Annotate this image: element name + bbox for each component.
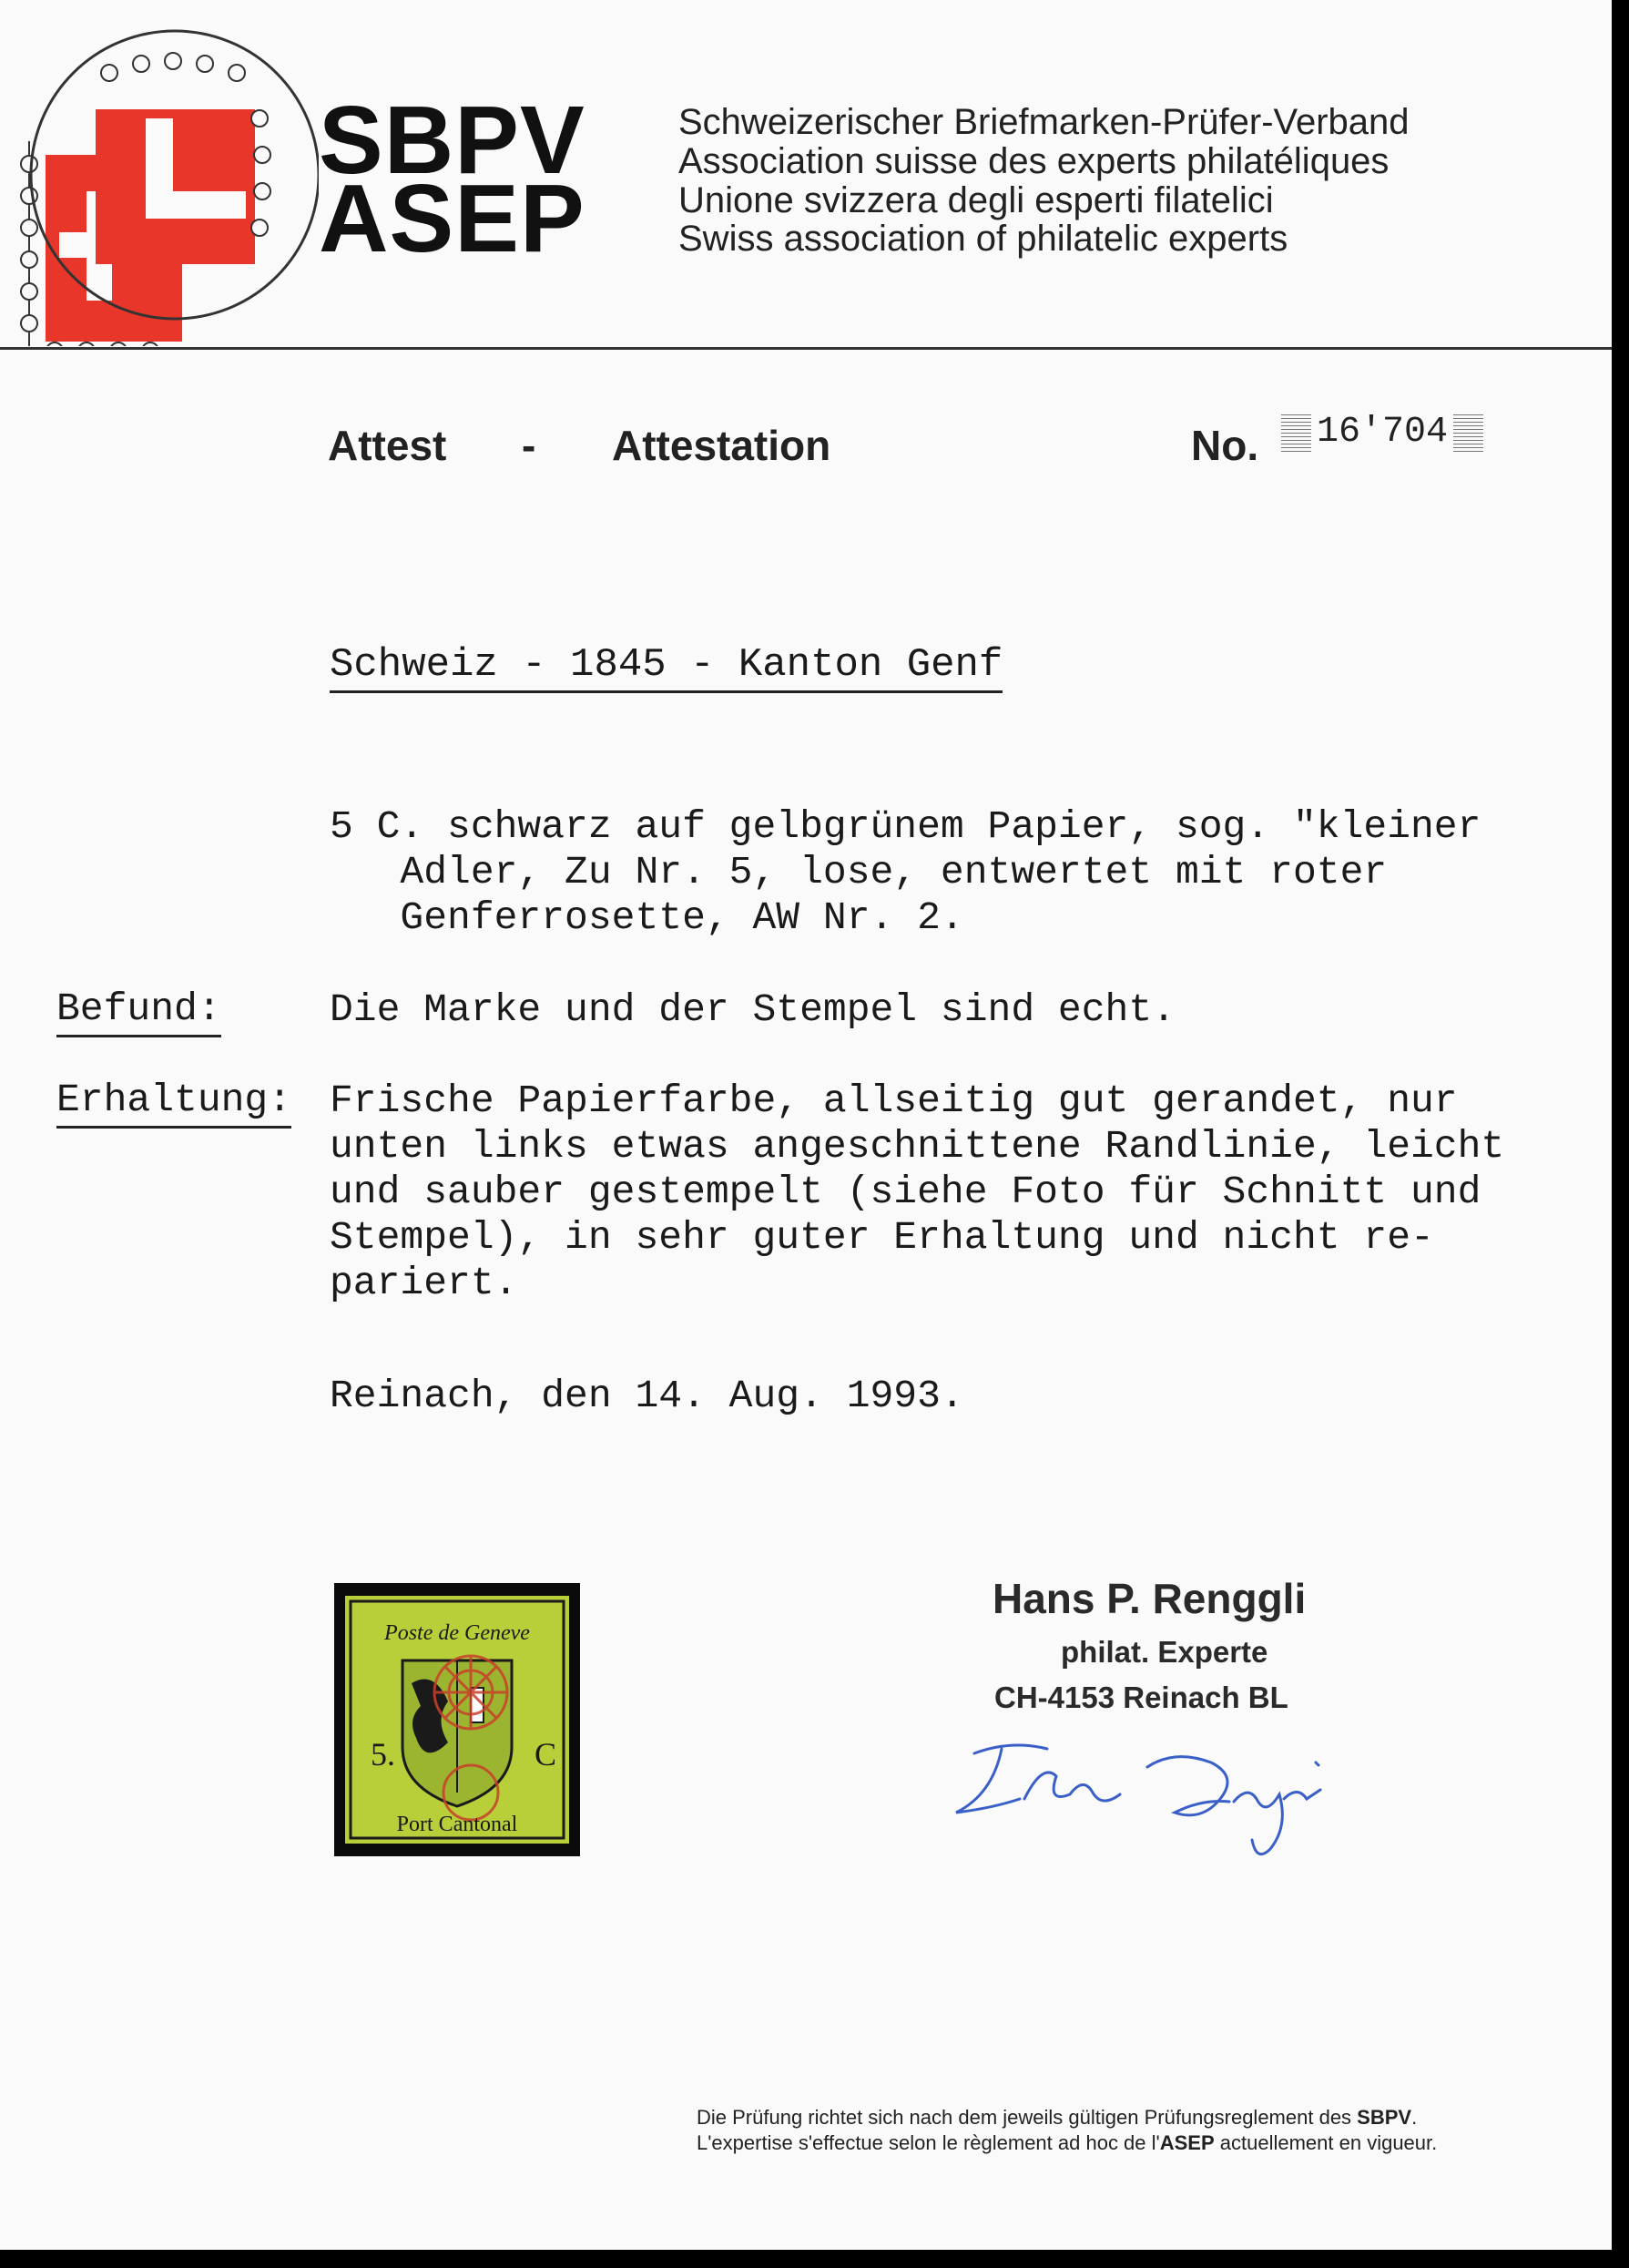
expert-title: philat. Experte <box>1061 1635 1268 1669</box>
stamp-value-right: C <box>535 1736 557 1773</box>
befund-text: Die Marke und der Stempel sind echt. <box>330 987 1176 1032</box>
expert-name: Hans P. Renggli <box>993 1575 1307 1622</box>
certificate-number-label: No. <box>1191 422 1259 469</box>
handwritten-signature <box>938 1712 1348 1867</box>
geneva-stamp-image <box>334 1583 580 1856</box>
association-name-de: Schweizerischer Briefmarken-Prüfer-Verband <box>678 102 1410 142</box>
stamp-heading: Schweiz - 1845 - Kanton Genf <box>330 639 1003 693</box>
description-line-3: Genferrosette, AW Nr. 2. <box>330 895 964 940</box>
footer-fr-asep: ASEP <box>1159 2131 1215 2154</box>
brand-asep: ASEP <box>319 165 585 272</box>
erhaltung-line-5: pariert. <box>330 1261 518 1305</box>
erhaltung-line-3: und sauber gestempelt (siehe Foto für Schnitt und <box>330 1170 1481 1214</box>
erhaltung-line-1: Frische Papierfarbe, allseitig gut gerandet, nur <box>330 1078 1458 1123</box>
association-name-it: Unione svizzera degli esperti filatelici <box>678 180 1274 220</box>
title-dash: - <box>522 422 536 469</box>
footer-line-fr <box>697 2131 1437 2155</box>
title-attestation: Attestation <box>612 422 831 469</box>
footer-de-sbpv: SBPV <box>1357 2106 1412 2129</box>
stamp-top-text: Poste de Geneve <box>384 1621 530 1645</box>
description-line-2: Adler, Zu Nr. 5, lose, entwertet mit roter <box>330 850 1388 894</box>
footer-fr-end: actuellement en vigueur. <box>1214 2131 1438 2154</box>
certificate-number-box <box>1281 412 1483 454</box>
footer-fr-text: L'expertise s'effectue selon le règlement ad hoc de l' <box>697 2131 1160 2154</box>
footer-de-end: . <box>1411 2106 1418 2129</box>
association-name-fr: Association suisse des experts philatéliques <box>678 141 1390 181</box>
description-line-1: 5 C. schwarz auf gelbgrünem Papier, sog. "kleiner <box>330 804 1481 849</box>
brand-sbpv: SBPV <box>319 87 585 194</box>
erhaltung-line-4: Stempel), in sehr guter Erhaltung und nicht re- <box>330 1215 1434 1260</box>
sbpv-logo-icon <box>9 18 319 346</box>
befund-label: Befund: <box>56 984 221 1037</box>
stamp-bottom-text: Port Cantonal <box>396 1813 518 1836</box>
footer-line-de <box>697 2106 1417 2130</box>
erhaltung-line-2: unten links etwas angeschnittene Randlinie, leicht <box>330 1124 1505 1169</box>
association-name-en: Swiss association of philatelic experts <box>678 219 1288 259</box>
stamp-photo <box>334 1583 580 1856</box>
title-attest: Attest <box>328 422 447 469</box>
certificate-number: 16'704 <box>1311 412 1453 453</box>
expert-address: CH-4153 Reinach BL <box>994 1681 1288 1714</box>
stamp-value-left: 5. <box>371 1736 395 1773</box>
footer-de-text: Die Prüfung richtet sich nach dem jeweils gültigen Prüfungsreglement des <box>697 2106 1358 2129</box>
place-date: Reinach, den 14. Aug. 1993. <box>330 1374 964 1418</box>
erhaltung-label: Erhaltung: <box>56 1075 291 1129</box>
header-divider <box>0 347 1612 350</box>
